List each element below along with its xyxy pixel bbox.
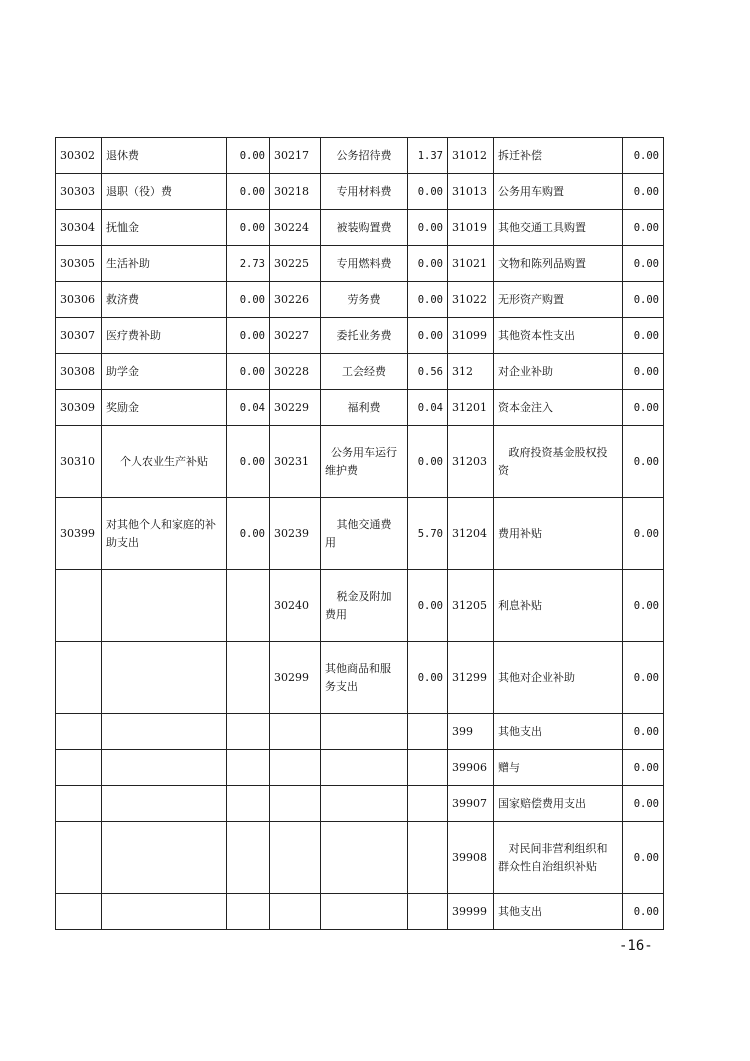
empty-cell	[227, 642, 270, 714]
code-cell: 30310	[56, 426, 102, 498]
table-row	[56, 390, 664, 426]
empty-cell	[102, 822, 227, 894]
table-row	[56, 354, 664, 390]
item-name-line: 用	[325, 535, 336, 549]
item-name-line: 费用	[325, 607, 347, 621]
amount-cell: 0.00	[408, 426, 448, 498]
code-cell: 39906	[448, 750, 494, 786]
table-row	[56, 426, 664, 498]
item-name-cell: 退职（役）费	[102, 174, 227, 210]
amount-cell: 0.00	[623, 642, 664, 714]
item-name-line: 公务用车运行	[331, 445, 397, 459]
amount-cell: 0.00	[623, 426, 664, 498]
item-name-cell: 委托业务费	[321, 318, 408, 354]
code-cell: 30240	[270, 570, 321, 642]
item-name-line: 务支出	[325, 679, 358, 693]
code-cell: 30228	[270, 354, 321, 390]
amount-cell: 0.00	[623, 822, 664, 894]
amount-cell: 0.04	[408, 390, 448, 426]
item-name-cell: 对企业补助	[494, 354, 623, 390]
item-name-line: 维护费	[325, 463, 358, 477]
amount-cell: 0.04	[227, 390, 270, 426]
item-name-cell: 资本金注入	[494, 390, 623, 426]
table-row	[56, 714, 664, 750]
amount-cell: 0.00	[408, 246, 448, 282]
empty-cell	[270, 750, 321, 786]
amount-cell: 0.00	[227, 318, 270, 354]
code-cell: 31204	[448, 498, 494, 570]
item-name-cell: 其他支出	[494, 894, 623, 930]
item-name-line: 税金及附加	[336, 589, 392, 603]
code-cell: 399	[448, 714, 494, 750]
amount-cell: 2.73	[227, 246, 270, 282]
item-name-cell	[321, 426, 408, 498]
empty-cell	[102, 894, 227, 930]
code-cell: 30217	[270, 138, 321, 174]
expenditure-table	[55, 137, 664, 930]
table-row	[56, 174, 664, 210]
item-name-cell: 赠与	[494, 750, 623, 786]
code-cell: 30231	[270, 426, 321, 498]
item-name-cell: 奖励金	[102, 390, 227, 426]
empty-cell	[102, 750, 227, 786]
empty-cell	[321, 822, 408, 894]
code-cell: 30299	[270, 642, 321, 714]
item-name-line: 资	[498, 463, 509, 477]
item-name-cell: 无形资产购置	[494, 282, 623, 318]
amount-cell: 0.00	[623, 714, 664, 750]
empty-cell	[270, 714, 321, 750]
amount-cell: 0.00	[623, 570, 664, 642]
code-cell: 31205	[448, 570, 494, 642]
code-cell: 30306	[56, 282, 102, 318]
amount-cell: 0.00	[227, 282, 270, 318]
code-cell: 30399	[56, 498, 102, 570]
item-name-cell: 文物和陈列品购置	[494, 246, 623, 282]
empty-cell	[321, 786, 408, 822]
empty-cell	[56, 570, 102, 642]
code-cell: 31021	[448, 246, 494, 282]
empty-cell	[56, 786, 102, 822]
code-cell: 31203	[448, 426, 494, 498]
amount-cell: 0.00	[408, 318, 448, 354]
amount-cell: 0.00	[227, 210, 270, 246]
table-row	[56, 282, 664, 318]
page-number: -16-	[619, 938, 653, 954]
item-name-cell: 抚恤金	[102, 210, 227, 246]
code-cell: 31019	[448, 210, 494, 246]
code-cell: 39908	[448, 822, 494, 894]
item-name-cell: 福利费	[321, 390, 408, 426]
empty-cell	[270, 894, 321, 930]
code-cell: 31022	[448, 282, 494, 318]
amount-cell: 0.00	[623, 894, 664, 930]
amount-cell: 0.00	[623, 498, 664, 570]
amount-cell: 0.00	[623, 318, 664, 354]
item-name-cell: 其他支出	[494, 714, 623, 750]
table-row	[56, 822, 664, 894]
item-name-line: 其他商品和服	[325, 661, 391, 675]
table-row	[56, 642, 664, 714]
empty-cell	[227, 750, 270, 786]
item-name-cell: 劳务费	[321, 282, 408, 318]
item-name-line: 助支出	[106, 535, 139, 549]
code-cell: 30303	[56, 174, 102, 210]
amount-cell: 0.56	[408, 354, 448, 390]
item-name-cell: 个人农业生产补贴	[102, 426, 227, 498]
empty-cell	[270, 822, 321, 894]
item-name-line: 政府投资基金股权投	[508, 445, 608, 459]
code-cell: 30304	[56, 210, 102, 246]
empty-cell	[227, 570, 270, 642]
code-cell: 30227	[270, 318, 321, 354]
table-row	[56, 786, 664, 822]
code-cell: 30305	[56, 246, 102, 282]
code-cell: 39907	[448, 786, 494, 822]
amount-cell: 0.00	[227, 138, 270, 174]
empty-cell	[408, 750, 448, 786]
amount-cell: 0.00	[408, 642, 448, 714]
code-cell: 31013	[448, 174, 494, 210]
item-name-cell	[321, 498, 408, 570]
amount-cell: 0.00	[227, 498, 270, 570]
amount-cell: 0.00	[408, 282, 448, 318]
amount-cell: 0.00	[623, 138, 664, 174]
code-cell: 30307	[56, 318, 102, 354]
table-row	[56, 570, 664, 642]
empty-cell	[102, 714, 227, 750]
empty-cell	[408, 822, 448, 894]
table-row	[56, 210, 664, 246]
item-name-cell: 医疗费补助	[102, 318, 227, 354]
item-name-cell: 生活补助	[102, 246, 227, 282]
empty-cell	[56, 714, 102, 750]
item-name-line: 其他交通费	[336, 517, 392, 531]
empty-cell	[56, 822, 102, 894]
item-name-cell: 专用燃料费	[321, 246, 408, 282]
item-name-line: 群众性自治组织补贴	[498, 859, 597, 873]
code-cell: 30239	[270, 498, 321, 570]
item-name-cell: 专用材料费	[321, 174, 408, 210]
amount-cell: 0.00	[408, 210, 448, 246]
empty-cell	[408, 786, 448, 822]
empty-cell	[56, 642, 102, 714]
empty-cell	[102, 642, 227, 714]
amount-cell: 0.00	[227, 174, 270, 210]
item-name-cell: 公务招待费	[321, 138, 408, 174]
item-name-cell: 国家赔偿费用支出	[494, 786, 623, 822]
item-name-cell: 工会经费	[321, 354, 408, 390]
item-name-cell: 费用补贴	[494, 498, 623, 570]
item-name-cell	[321, 570, 408, 642]
item-name-cell: 助学金	[102, 354, 227, 390]
empty-cell	[270, 786, 321, 822]
code-cell: 31201	[448, 390, 494, 426]
code-cell: 30302	[56, 138, 102, 174]
item-name-cell	[321, 642, 408, 714]
code-cell: 30218	[270, 174, 321, 210]
amount-cell: 0.00	[408, 570, 448, 642]
table-row	[56, 318, 664, 354]
item-name-cell	[102, 498, 227, 570]
amount-cell: 0.00	[227, 426, 270, 498]
empty-cell	[102, 570, 227, 642]
code-cell: 30229	[270, 390, 321, 426]
amount-cell: 5.70	[408, 498, 448, 570]
amount-cell: 0.00	[227, 354, 270, 390]
amount-cell: 0.00	[623, 390, 664, 426]
code-cell: 30226	[270, 282, 321, 318]
item-name-cell	[494, 822, 623, 894]
code-cell: 31099	[448, 318, 494, 354]
amount-cell: 0.00	[623, 786, 664, 822]
item-name-cell: 救济费	[102, 282, 227, 318]
empty-cell	[408, 714, 448, 750]
table-row	[56, 894, 664, 930]
empty-cell	[227, 786, 270, 822]
empty-cell	[56, 750, 102, 786]
empty-cell	[321, 714, 408, 750]
amount-cell: 0.00	[623, 246, 664, 282]
item-name-cell: 被装购置费	[321, 210, 408, 246]
amount-cell: 0.00	[623, 282, 664, 318]
empty-cell	[408, 894, 448, 930]
item-name-cell: 其他对企业补助	[494, 642, 623, 714]
item-name-line: 对民间非营利组织和	[508, 841, 608, 855]
empty-cell	[321, 894, 408, 930]
amount-cell: 0.00	[623, 354, 664, 390]
amount-cell: 0.00	[408, 174, 448, 210]
item-name-cell: 利息补贴	[494, 570, 623, 642]
item-name-cell: 其他资本性支出	[494, 318, 623, 354]
code-cell: 30308	[56, 354, 102, 390]
empty-cell	[227, 822, 270, 894]
code-cell: 30224	[270, 210, 321, 246]
amount-cell: 0.00	[623, 210, 664, 246]
empty-cell	[227, 714, 270, 750]
code-cell: 312	[448, 354, 494, 390]
code-cell: 30225	[270, 246, 321, 282]
item-name-cell: 拆迁补偿	[494, 138, 623, 174]
item-name-cell	[494, 426, 623, 498]
amount-cell: 0.00	[623, 174, 664, 210]
amount-cell: 1.37	[408, 138, 448, 174]
code-cell: 39999	[448, 894, 494, 930]
item-name-line: 对其他个人和家庭的补	[106, 517, 216, 531]
item-name-cell: 其他交通工具购置	[494, 210, 623, 246]
amount-cell: 0.00	[623, 750, 664, 786]
table-row	[56, 246, 664, 282]
code-cell: 31299	[448, 642, 494, 714]
code-cell: 30309	[56, 390, 102, 426]
code-cell: 31012	[448, 138, 494, 174]
table-row	[56, 138, 664, 174]
table-row	[56, 498, 664, 570]
empty-cell	[56, 894, 102, 930]
table-row	[56, 750, 664, 786]
item-name-cell: 公务用车购置	[494, 174, 623, 210]
empty-cell	[227, 894, 270, 930]
empty-cell	[102, 786, 227, 822]
item-name-cell: 退休费	[102, 138, 227, 174]
empty-cell	[321, 750, 408, 786]
